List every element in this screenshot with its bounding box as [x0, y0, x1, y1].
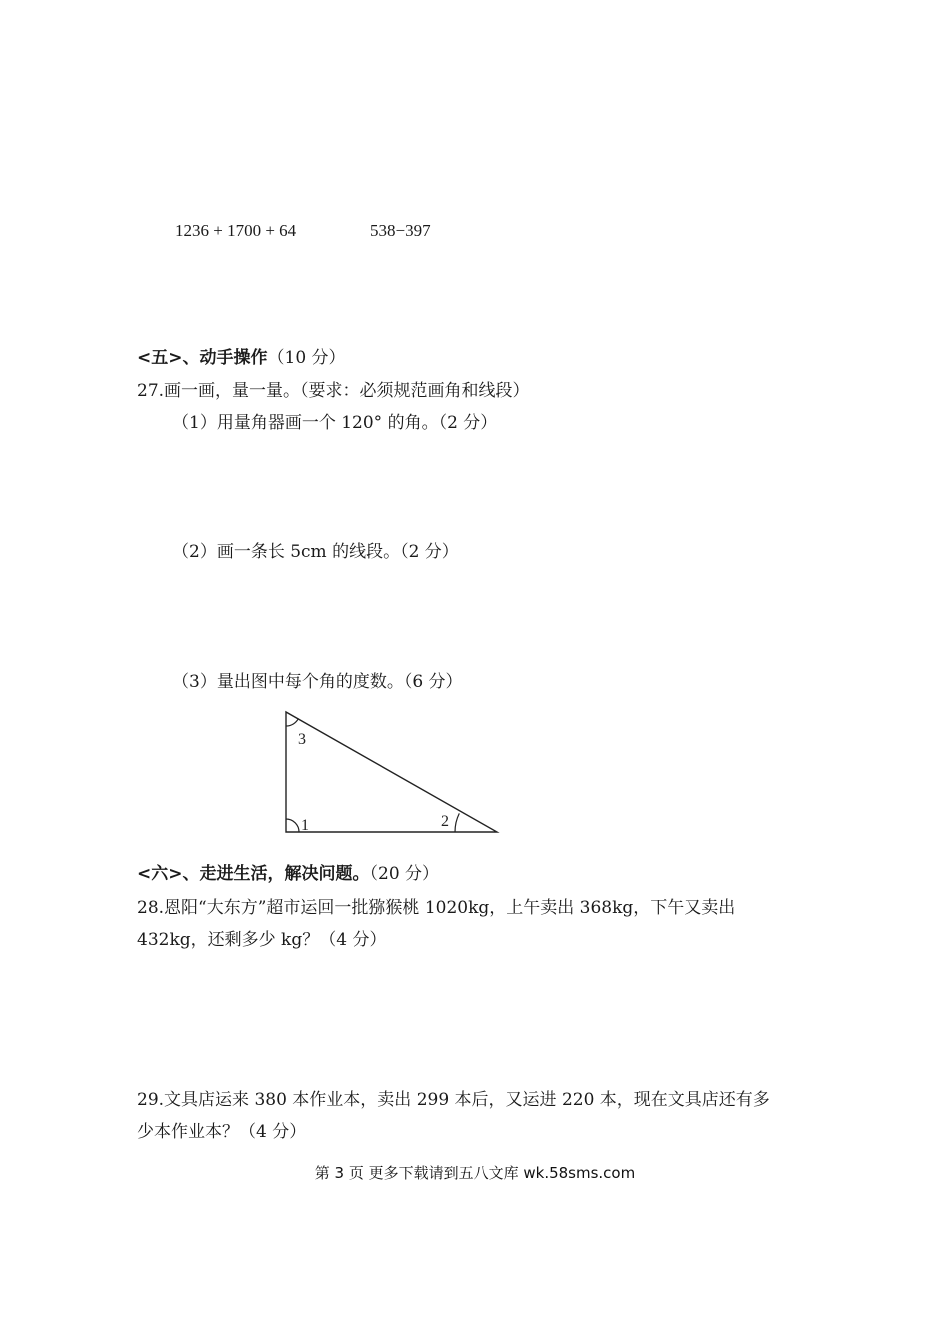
question-28-line-2: 432kg，还剩多少 kg？（4 分）: [137, 930, 387, 950]
question-28-line-1: 28.恩阳“大东方”超市运回一批猕猴桃 1020kg，上午卖出 368kg，下午又卖出: [137, 898, 736, 918]
section-5-title: <五>、动手操作: [137, 348, 268, 368]
angle-3-label: 3: [298, 731, 306, 748]
angle-1-arc: [286, 819, 299, 832]
section-6-points: （20 分）: [369, 864, 440, 884]
question-27: 27.画一画，量一量。（要求：必须规范画角和线段）: [137, 381, 530, 401]
section-5-points: （10 分）: [267, 348, 346, 368]
triangle-outline: [286, 712, 497, 832]
question-27-part-1: （1）用量角器画一个 120° 的角。（2 分）: [172, 413, 498, 433]
angle-3-arc: [286, 718, 299, 726]
page-footer: 第 3 页 更多下载请到五八文库 wk.58sms.com: [314, 1164, 636, 1182]
question-27-part-2: （2）画一条长 5cm 的线段。（2 分）: [172, 542, 459, 562]
question-29-line-1: 29.文具店运来 380 本作业本，卖出 299 本后，又运进 220 本，现在文具店还有多: [137, 1090, 770, 1110]
triangle-figure: [280, 706, 505, 840]
calc-expression-1: 1236 + 1700 + 64: [175, 221, 297, 240]
question-29-line-2: 少本作业本？（4 分）: [137, 1122, 307, 1142]
question-27-part-3: （3）量出图中每个角的度数。（6 分）: [172, 672, 463, 692]
section-6-title: <六>、走进生活，解决问题。: [137, 864, 370, 884]
section-5-heading: [137, 346, 346, 370]
angle-2-arc: [455, 813, 459, 832]
calc-expression-2: 538−397: [370, 221, 431, 240]
section-6-heading: [137, 862, 439, 886]
angle-1-label: 1: [301, 817, 309, 834]
angle-2-label: 2: [441, 813, 449, 830]
